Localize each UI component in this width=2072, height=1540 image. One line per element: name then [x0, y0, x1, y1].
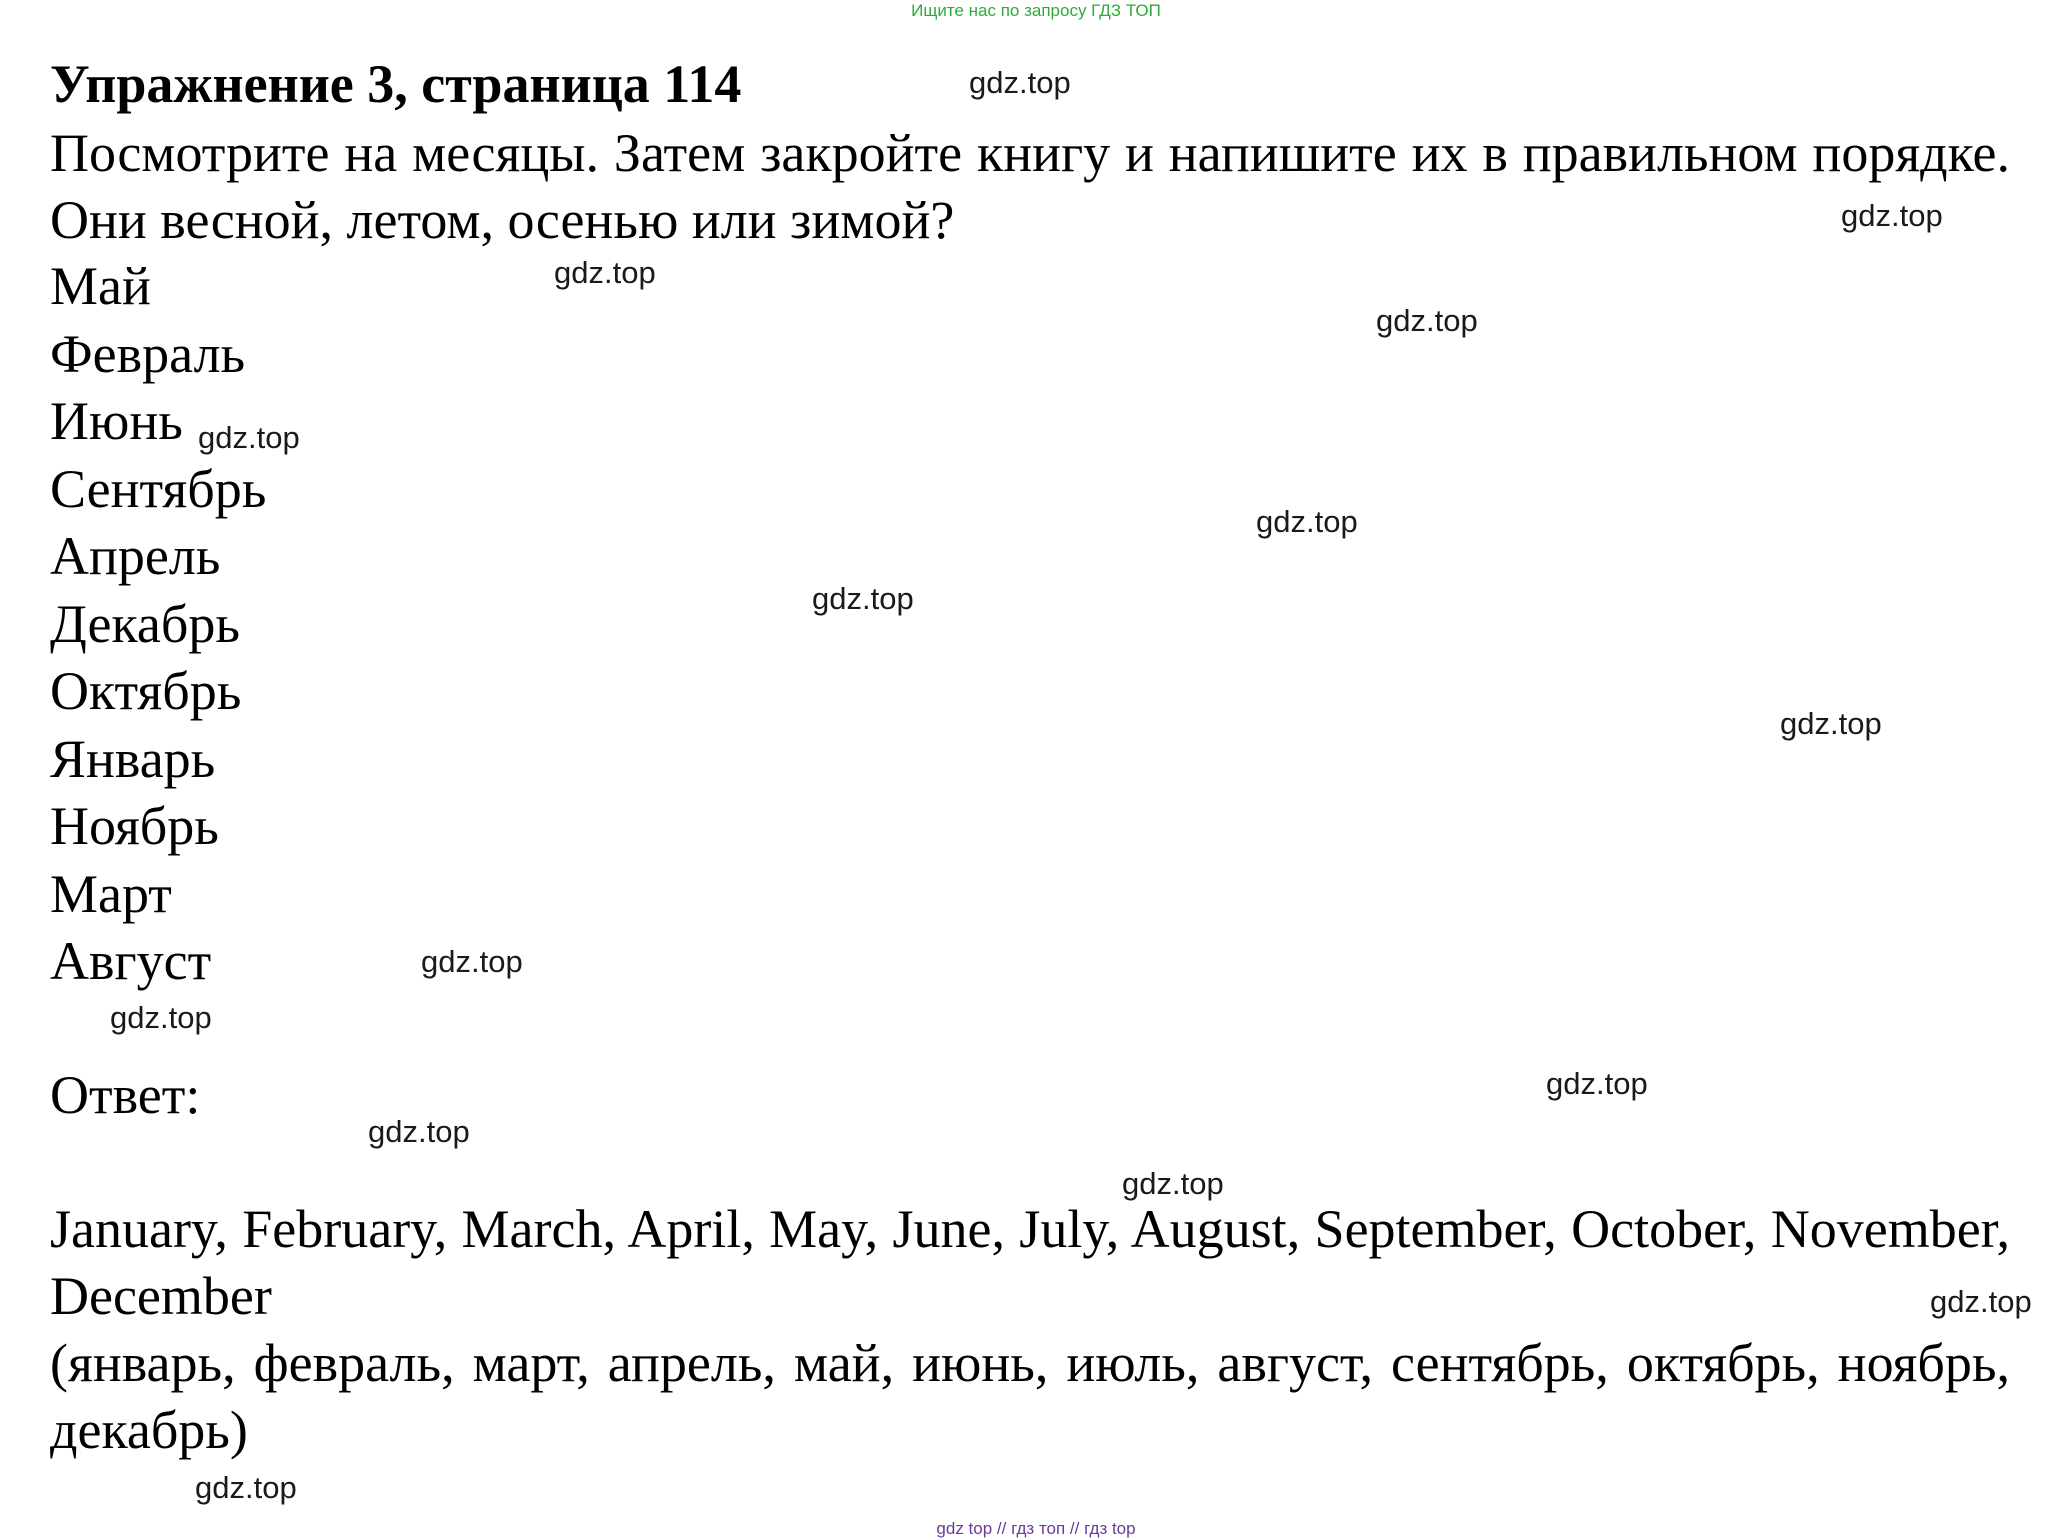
month-item: Ноябрь	[50, 796, 219, 856]
month-item: Декабрь	[50, 593, 240, 654]
month-item: Октябрь	[50, 661, 242, 721]
answer-label: Ответ:	[50, 1065, 201, 1125]
watermark: gdz.top	[421, 944, 523, 979]
watermark: gdz.top	[1256, 504, 1358, 539]
watermark: gdz.top	[1930, 1284, 2032, 1319]
watermark: gdz.top	[1841, 198, 1943, 233]
month-item: Март	[50, 863, 172, 924]
answer-english: January, February, March, April, May, June, July, August, September, October, November, December	[50, 1199, 2010, 1326]
watermark: gdz.top	[368, 1114, 470, 1149]
month-list	[50, 253, 266, 996]
watermark: gdz.top	[812, 581, 914, 616]
task-text: Посмотрите на месяцы. Затем закройте книгу и напишите их в правильном порядке. Они весной, летом, осенью или зимой?	[50, 123, 2010, 250]
page-title: Упражнение 3, страница 114	[50, 54, 742, 114]
month-item: Сентябрь	[50, 458, 267, 519]
watermark: gdz.top	[195, 1470, 297, 1505]
month-item: Июнь	[50, 391, 183, 451]
watermark: gdz.top	[1546, 1066, 1648, 1101]
watermark: gdz.top	[110, 1000, 212, 1035]
watermark: gdz.top	[1780, 706, 1882, 741]
month-item: Май	[50, 256, 151, 316]
month-item: Январь	[50, 728, 216, 789]
month-item: Август	[50, 931, 212, 991]
watermark: gdz.top	[554, 255, 656, 290]
watermark: gdz.top	[1376, 303, 1478, 338]
top-banner: Ищите нас по запросу ГДЗ ТОП	[911, 1, 1161, 20]
watermark: gdz.top	[969, 65, 1071, 100]
month-item: Февраль	[50, 323, 246, 384]
watermark: gdz.top	[1122, 1166, 1224, 1201]
watermark: gdz.top	[198, 420, 300, 455]
month-item: Апрель	[50, 526, 221, 586]
answer-russian: (январь, февраль, март, апрель, май, июнь, июль, август, сентябрь, октябрь, ноябрь, декабрь)	[50, 1333, 2010, 1460]
footer-watermark: gdz top // гдз топ // гдз top	[936, 1519, 1136, 1538]
